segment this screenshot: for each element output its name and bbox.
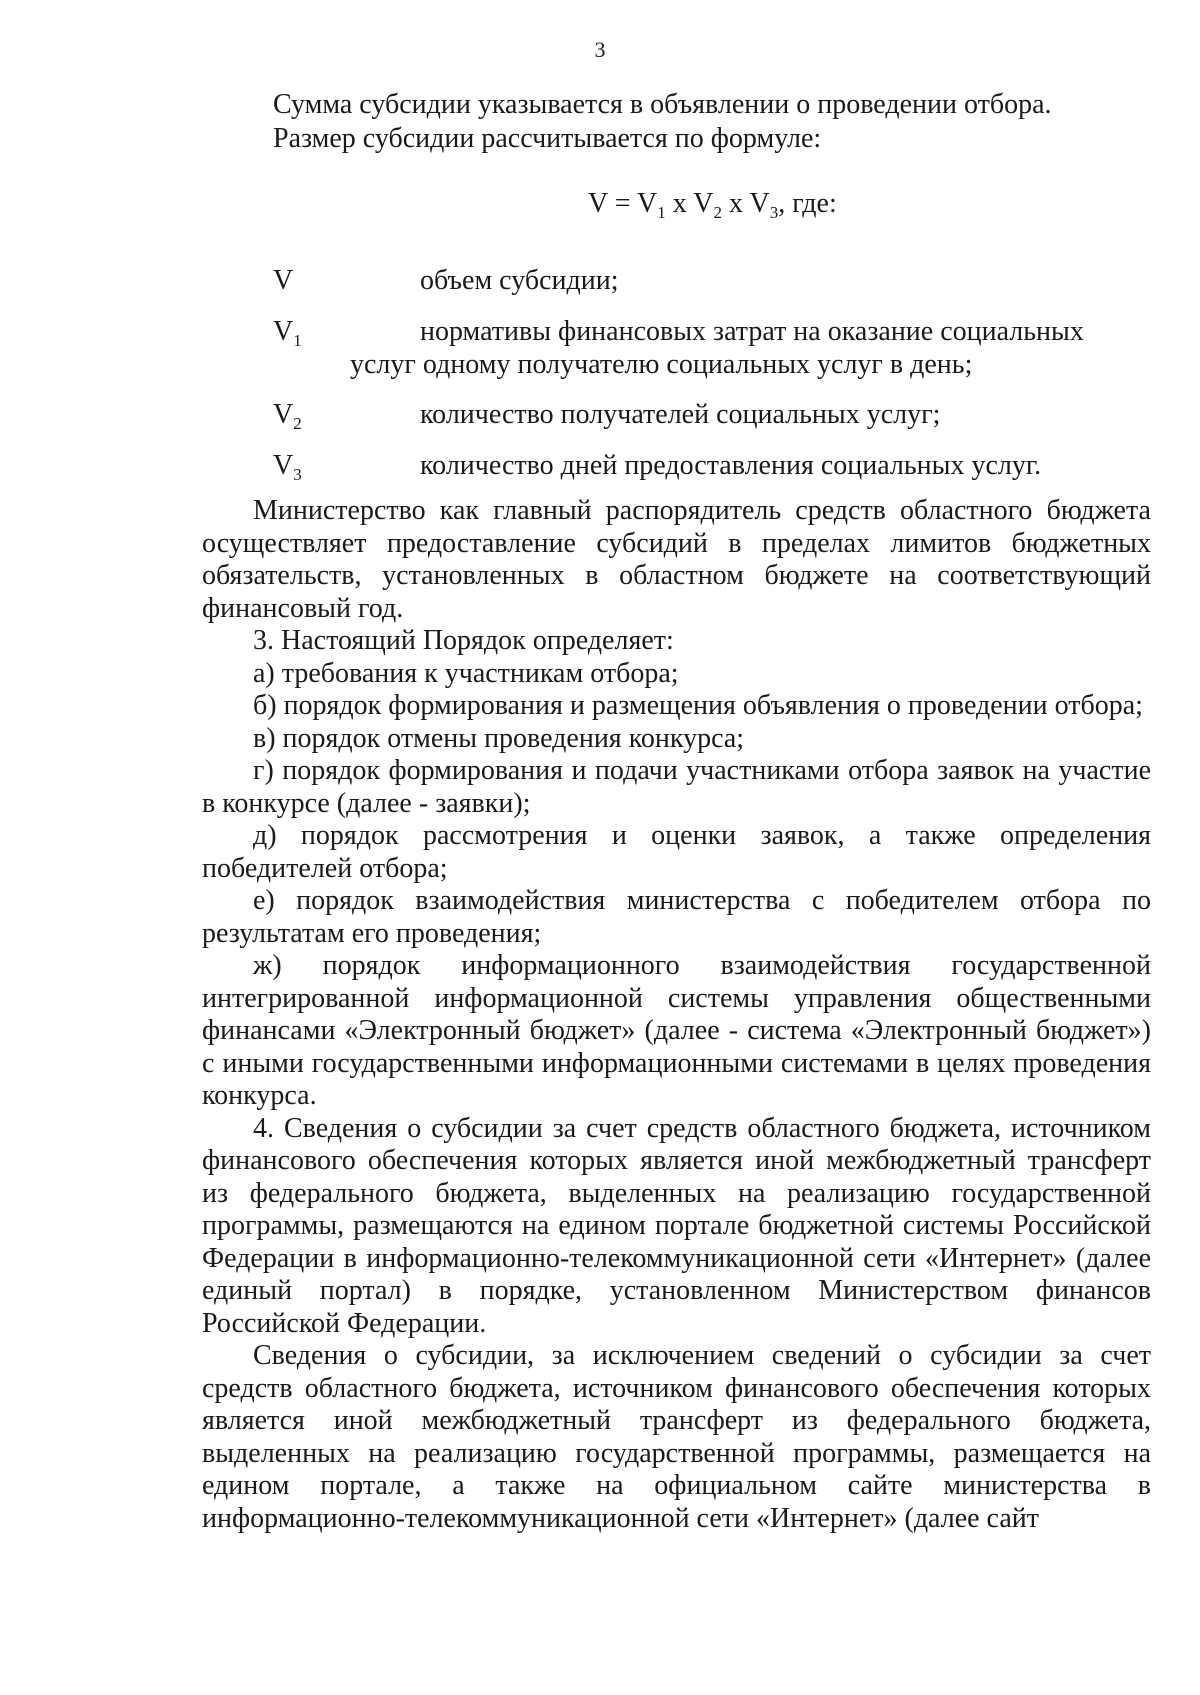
definition-text: нормативы финансовых затрат на оказание социальных [420,316,1084,347]
page-number: 3 [594,37,606,62]
paragraph-subsidy-info: Сведения о субсидии, за исключением сведений о субсидии за счет средств областного бюджета, источником финансового обеспечения которых является иной межбюджетный трансферт из федерального бюджета, выделенных на реализацию государственной программы, размещается на едином портале, а также на официальном сайте министерства в информационно-телекоммуникационной сети «Интернет» (далее сайт [202,1340,1151,1534]
definition-text-continued: услуг одному получателю социальных услуг в день; [350,349,973,380]
formula-tail: , где: [778,188,837,219]
formula-v2: V [693,188,714,219]
definition-text: количество дней предоставления социальных услуг. [420,450,1042,481]
paragraph-section-4: 4. Сведения о субсидии за счет средств областного бюджета, источником финансового обеспечения которых является иной межбюджетный трансферт из федерального бюджета, выделенных на реализацию государственной программы, размещаются на едином портале бюджетной системы Российской Федерации в информационно-телекоммуникационной сети «Интернет» (далее единый портал) в порядке, установленном Министерством финансов Российской Федерации. [202,1112,1151,1339]
paragraph-item-zh: ж) порядок информационного взаимодействия государственной интегрированной информационной системы управления общественными финансами «Электронный бюджет» (далее - система «Электронный бюджет») с иными государственными информационными системами в целях проведения конкурса. [202,950,1151,1111]
paragraph-item-g: г) порядок формирования и подачи участниками отбора заявок на участие в конкурсе (далее - заявки); [202,755,1151,819]
intro-line-subsidy-amount: Сумма субсидии указывается в объявлении о проведении отбора. [273,89,1052,120]
definition-symbol: $V_1$ [273,316,302,350]
paragraph-item-v: в) порядок отмены проведения конкурса; [253,722,745,754]
subsidy-formula [588,187,837,221]
formula-times-2: x [721,188,750,219]
formula-v1: V [637,188,658,219]
definition-symbol: V [273,265,294,296]
paragraph-item-a: а) требования к участникам отбора; [253,657,679,689]
formula-sub3: 3 [769,203,779,222]
paragraph-section-3-heading: 3. Настоящий Порядок определяет: [253,625,674,656]
intro-line-formula-lead: Размер субсидии рассчитывается по формуле: [273,123,822,154]
formula-v: V [588,188,608,219]
formula-sub2: 2 [713,203,722,222]
paragraph-item-e: е) порядок взаимодействия министерства с победителем отбора по результатам его проведения; [202,885,1151,949]
paragraph-item-b: б) порядок формирования и размещения объявления о проведении отбора; [253,690,1143,721]
definition-text: объем субсидии; [420,265,619,296]
definition-symbol: $V_2$ [273,399,302,433]
document-body [202,495,1151,1535]
intro-block [273,88,1052,156]
paragraph-ministry-limits: Министерство как главный распорядитель средств областного бюджета осуществляет предоставление субсидий в пределах лимитов бюджетных обязательств, установленных в областном бюджете на соответствующий финансовый год. [202,495,1151,624]
formula-v3: V [749,188,770,219]
definition-symbol: $V_3$ [273,450,302,484]
paragraph-item-d: д) порядок рассмотрения и оценки заявок, а также определения победителей отбора; [202,820,1151,884]
definition-text: количество получателей социальных услуг; [420,399,941,430]
formula-sub1: 1 [657,203,666,222]
formula-times-1: x [665,188,694,219]
formula-equals: = [607,188,638,219]
